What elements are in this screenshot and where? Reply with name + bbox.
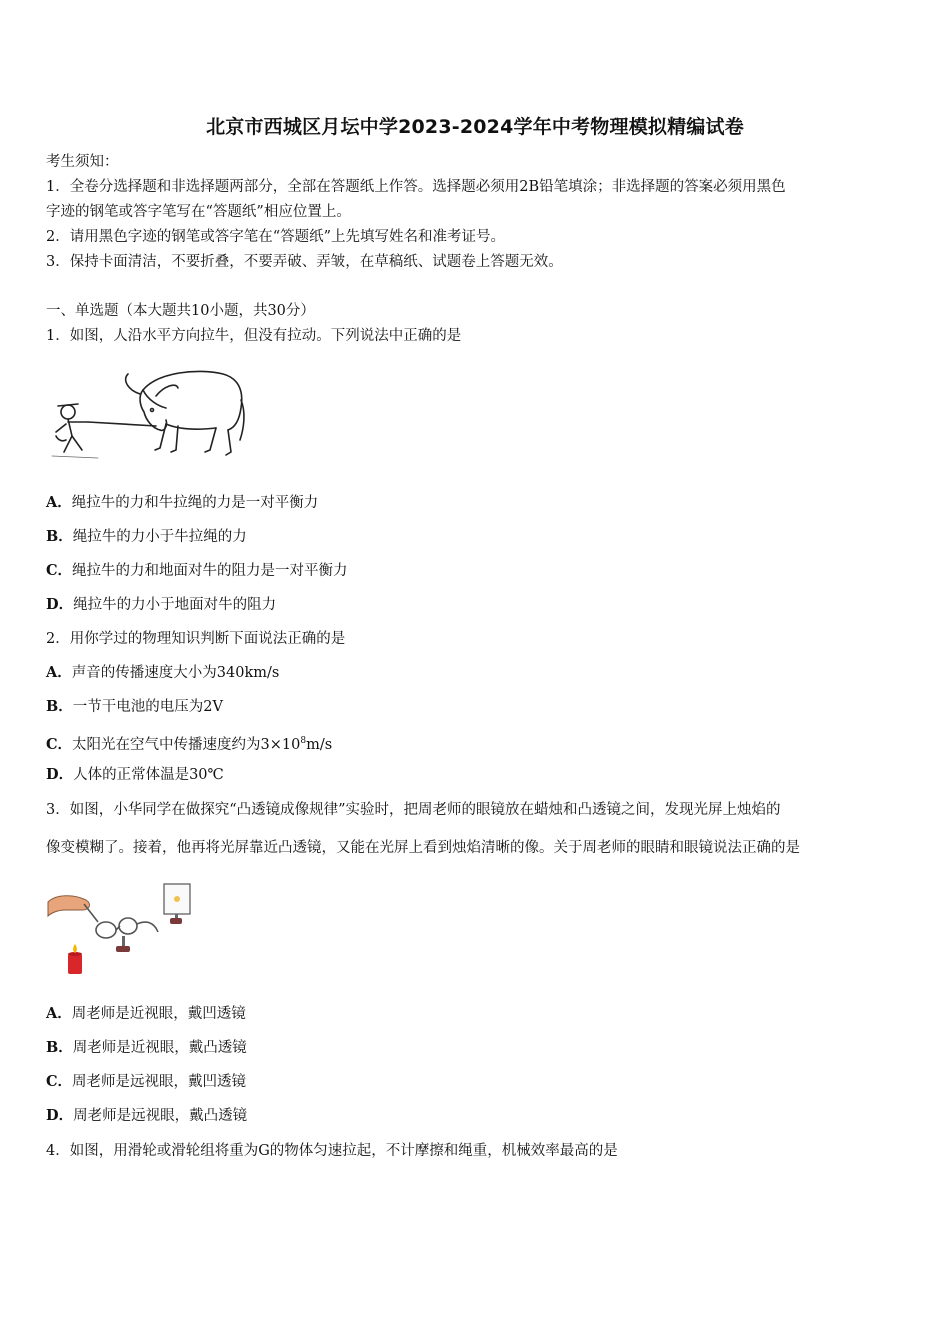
q1-option-c[interactable] xyxy=(46,561,348,581)
option-text: 周老师是近视眼，戴凸透镜 xyxy=(72,1040,247,1056)
option-letter: D． xyxy=(46,596,74,613)
option-letter: C． xyxy=(46,1073,73,1090)
section-heading: 一、单选题（本大题共10小题，共30分） xyxy=(46,303,315,319)
option-letter: D． xyxy=(46,1107,74,1124)
q2-option-d[interactable] xyxy=(46,765,224,785)
option-text: 一节干电池的电压为2V xyxy=(72,699,223,715)
hand-icon xyxy=(48,896,89,916)
option-letter: D． xyxy=(46,766,74,783)
option-text: 绳拉牛的力和牛拉绳的力是一对平衡力 xyxy=(71,495,319,511)
option-letter: B． xyxy=(46,528,73,545)
q3-option-b[interactable] xyxy=(46,1038,247,1058)
option-letter: B． xyxy=(46,1039,73,1056)
option-letter: A． xyxy=(46,1005,72,1022)
candle-icon xyxy=(68,954,82,974)
q2-option-a[interactable] xyxy=(46,663,279,683)
question-4-stem: 4．如图，用滑轮或滑轮组将重为G的物体匀速拉起，不计摩擦和绳重，机械效率最高的是 xyxy=(46,1143,618,1159)
option-letter: A． xyxy=(46,664,72,681)
q2-option-b[interactable] xyxy=(46,697,223,717)
q3-option-d[interactable] xyxy=(46,1106,247,1126)
option-text: 周老师是远视眼，戴凹透镜 xyxy=(72,1074,247,1090)
option-text: 周老师是近视眼，戴凹透镜 xyxy=(71,1006,246,1022)
question-3-stem: 3．如图，小华同学在做探究“凸透镜成像规律”实验时，把周老师的眼镜放在蜡烛和凸透镜之间，发现光屏上烛焰的 xyxy=(46,802,781,818)
option-text: 绳拉牛的力小于牛拉绳的力 xyxy=(72,529,247,545)
option-letter: C． xyxy=(46,562,73,579)
option-letter: A． xyxy=(46,494,72,511)
q3-option-a[interactable] xyxy=(46,1004,246,1024)
notice-heading: 考生须知： xyxy=(46,154,119,170)
q1-option-b[interactable] xyxy=(46,527,247,547)
notice-item-1-cont: 字迹的钢笔或答字笔写在“答题纸”相应位置上。 xyxy=(46,204,351,220)
question-2-stem: 2．用你学过的物理知识判断下面说法正确的是 xyxy=(46,631,346,647)
option-letter: B． xyxy=(46,698,73,715)
option-text: 绳拉牛的力和地面对牛的阻力是一对平衡力 xyxy=(72,563,348,579)
option-text: 周老师是远视眼，戴凸透镜 xyxy=(73,1108,248,1124)
q3-option-c[interactable] xyxy=(46,1072,246,1092)
question-1-stem: 1．如图，人沿水平方向拉牛，但没有拉动。下列说法中正确的是 xyxy=(46,328,462,344)
option-letter: C． xyxy=(46,735,73,753)
q1-option-d[interactable] xyxy=(46,595,276,615)
option-text: 绳拉牛的力小于地面对牛的阻力 xyxy=(73,597,277,613)
option-text: 太阳光在空气中传播速度约为3×10 xyxy=(72,736,301,753)
man-pulling-cow-figure xyxy=(48,360,248,472)
page-title: 北京市西城区月坛中学2023-2024学年中考物理模拟精编试卷 xyxy=(206,116,744,138)
q2-option-c[interactable] xyxy=(46,731,332,755)
q1-option-a[interactable] xyxy=(46,493,318,513)
notice-item-3: 3．保持卡面清洁，不要折叠，不要弄破、弄皱，在草稿纸、试题卷上答题无效。 xyxy=(46,254,563,270)
option-text: 声音的传播速度大小为340km/s xyxy=(71,665,280,681)
option-superscript: 8 xyxy=(300,736,307,746)
glasses-candle-lens-figure xyxy=(46,880,196,980)
option-text: 人体的正常体温是30℃ xyxy=(73,767,224,783)
notice-item-1: 1．全卷分选择题和非选择题两部分，全部在答题纸上作答。选择题必须用2B铅笔填涂；非选择题的答案必须用黑色 xyxy=(46,179,786,195)
notice-item-2: 2．请用黑色字迹的钢笔或答字笔在“答题纸”上先填写姓名和准考证号。 xyxy=(46,229,506,245)
option-text-tail: m/s xyxy=(306,736,333,753)
question-3-stem-cont: 像变模糊了。接着，他再将光屏靠近凸透镜，又能在光屏上看到烛焰清晰的像。关于周老师的眼睛和眼镜说法正确的是 xyxy=(46,840,800,856)
